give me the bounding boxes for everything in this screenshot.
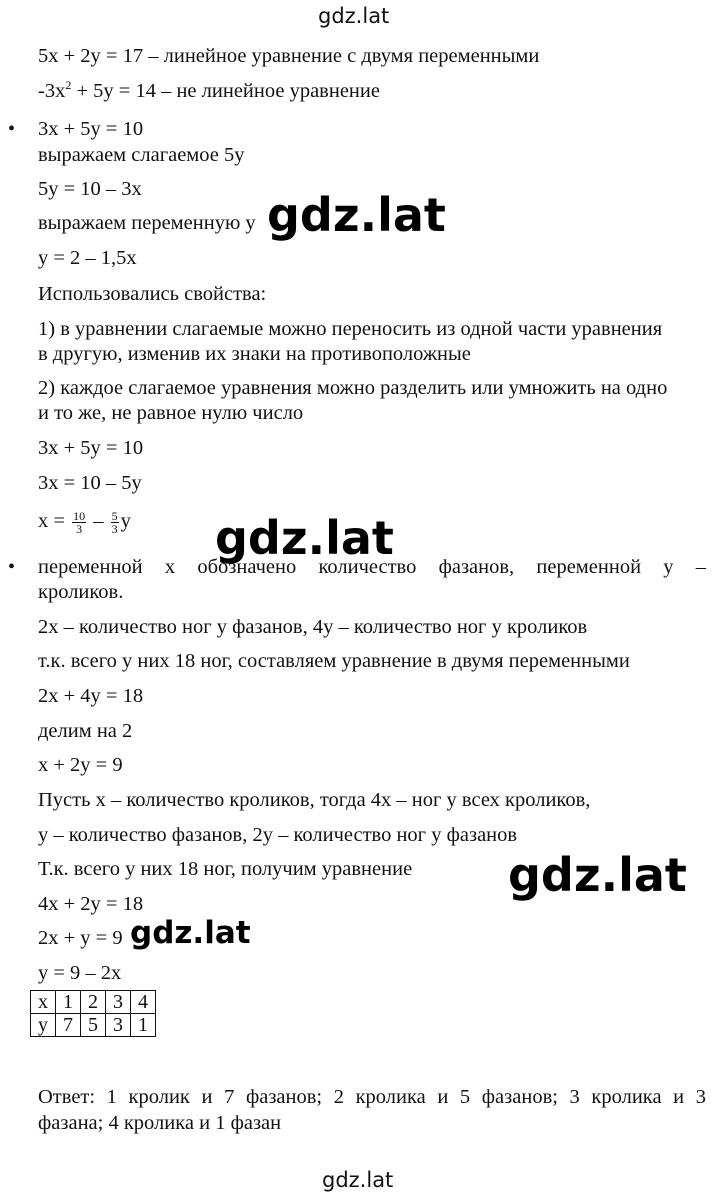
text-line: выражаем переменную y bbox=[38, 212, 256, 234]
table-cell: 7 bbox=[56, 1014, 81, 1037]
text-line: Использовались свойства: bbox=[38, 283, 267, 305]
text-line: 5x + 2y = 17 – линейное уравнение с двумя переменными bbox=[38, 45, 540, 67]
watermark-overlay: gdz.lat bbox=[130, 915, 251, 951]
table-cell: y bbox=[31, 1014, 56, 1037]
text-line: 3x + 5y = 10 bbox=[38, 437, 144, 459]
table-cell: 1 bbox=[131, 1014, 156, 1037]
text-line: $-3x^2 + 5y = 14$ – не линейное уравнение bbox=[38, 78, 380, 102]
text-line: т.к. всего у них 18 ног, составляем уравнение в двумя переменными bbox=[38, 650, 630, 672]
fraction-equation: x = $\frac{10}{3}$ – $\frac{5}{3}$ y bbox=[38, 508, 131, 536]
watermark-overlay: gdz.lat bbox=[215, 511, 394, 565]
text-line: и то же, не равное нулю число bbox=[38, 402, 304, 424]
fraction: $\frac{5}{3}$ bbox=[111, 508, 118, 536]
text-line: в другую, изменив их знаки на противоположные bbox=[38, 343, 471, 365]
bullet-marker: • bbox=[8, 118, 16, 140]
text-line: Т.к. всего у них 18 ног, получим уравнение bbox=[38, 858, 413, 880]
text-line: 1) в уравнении слагаемые можно переносить из одной части уравнения bbox=[38, 318, 663, 340]
watermark-overlay: gdz.lat bbox=[508, 848, 687, 902]
table-row bbox=[31, 991, 156, 1014]
text-line: делим на 2 bbox=[38, 720, 133, 742]
text-line: 2x + y = 9 bbox=[38, 927, 123, 949]
table-cell: 2 bbox=[81, 991, 106, 1014]
text-line: x + 2y = 9 bbox=[38, 754, 123, 776]
answer-text: Ответ: 1 кролик и 7 фазанов; 2 кролика и 5 фазанов; 3 кролика и 3 bbox=[38, 1086, 706, 1108]
text-line: y – количество фазанов, 2y – количество ног у фазанов bbox=[38, 824, 518, 846]
text-line: 3x + 5y = 10 bbox=[38, 118, 144, 140]
table-cell: x bbox=[31, 991, 56, 1014]
table-cell: 3 bbox=[106, 991, 131, 1014]
text-line: y = 2 – 1,5x bbox=[38, 247, 137, 269]
text-line: 3x = 10 – 5y bbox=[38, 472, 142, 494]
text-line: 2x – количество ног у фазанов, 4y – количество ног у кроликов bbox=[38, 616, 588, 638]
table-cell: 4 bbox=[131, 991, 156, 1014]
text-line: 5y = 10 – 3x bbox=[38, 178, 142, 200]
text-line: переменной x обозначено количество фазанов, переменной y – bbox=[38, 556, 706, 578]
text-line: 4x + 2y = 18 bbox=[38, 893, 144, 915]
text-line: 2x + 4y = 18 bbox=[38, 685, 144, 707]
text-line: Пусть x – количество кроликов, тогда 4x – ног у всех кроликов, bbox=[38, 789, 591, 811]
watermark-overlay: gdz.lat bbox=[267, 188, 446, 242]
table-cell: 3 bbox=[106, 1014, 131, 1037]
header-watermark: gdz.lat bbox=[318, 4, 390, 28]
text-line: y = 9 – 2x bbox=[38, 962, 122, 984]
text-line: 2) каждое слагаемое уравнения можно разделить или умножить на одно bbox=[38, 377, 668, 399]
values-table bbox=[30, 990, 156, 1037]
footer-watermark: gdz.lat bbox=[322, 1168, 394, 1192]
table-cell: 1 bbox=[56, 991, 81, 1014]
text-line: кроликов. bbox=[38, 581, 124, 603]
table-row bbox=[31, 1014, 156, 1037]
answer-text: фазана; 4 кролика и 1 фазан bbox=[38, 1112, 282, 1134]
text-line: выражаем слагаемое 5y bbox=[38, 144, 245, 166]
table-cell: 5 bbox=[81, 1014, 106, 1037]
fraction: $\frac{10}{3}$ bbox=[73, 508, 86, 536]
bullet-marker: • bbox=[8, 556, 16, 578]
